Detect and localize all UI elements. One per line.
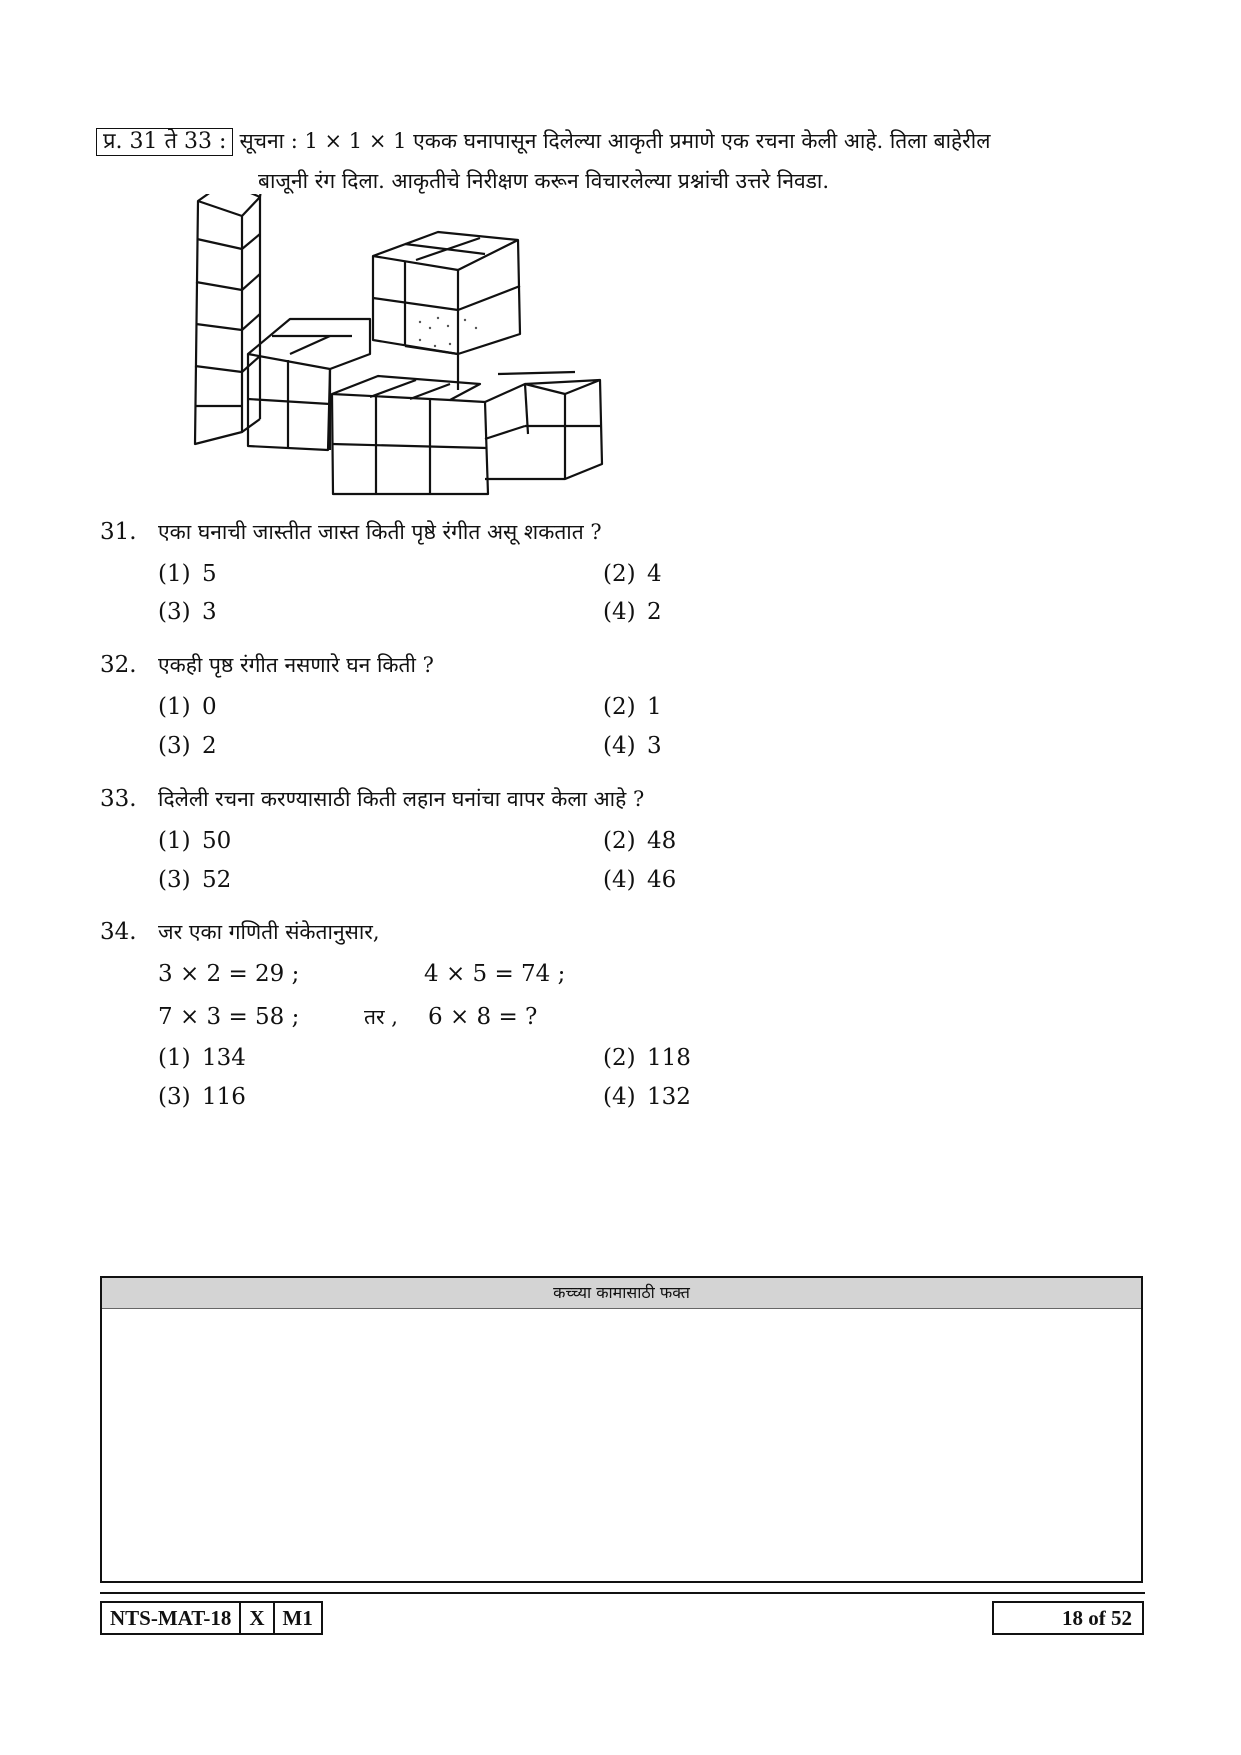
question-text: दिलेली रचना करण्यासाठी किती लहान घनांचा वापर केला आहे ? xyxy=(158,787,645,811)
question-text: एकही पृष्ठ रंगीत नसणारे घन किती ? xyxy=(158,653,434,677)
question-31 xyxy=(100,518,602,546)
option-index: (3) xyxy=(158,599,191,625)
question-32 xyxy=(100,651,434,679)
question-33 xyxy=(100,785,644,813)
option-value: 4 xyxy=(647,561,662,587)
instruction-tag: प्र. 31 ते 33 : xyxy=(96,128,233,156)
option-value: 2 xyxy=(647,599,662,625)
option-value: 132 xyxy=(647,1084,691,1110)
instruction-line-1 xyxy=(96,126,1146,156)
option-value: 52 xyxy=(202,867,232,893)
q33-option-2[interactable] xyxy=(603,827,676,855)
option-value: 116 xyxy=(202,1084,246,1110)
q32-option-4[interactable] xyxy=(603,732,662,760)
option-index: (4) xyxy=(603,867,636,893)
option-value: 3 xyxy=(647,733,662,759)
question-number: 34. xyxy=(100,919,137,945)
question-number: 31. xyxy=(100,519,137,545)
q32-option-1[interactable] xyxy=(158,693,217,721)
option-index: (3) xyxy=(158,1084,191,1110)
q33-option-1[interactable] xyxy=(158,827,231,855)
option-value: 3 xyxy=(202,599,217,625)
q33-option-4[interactable] xyxy=(603,866,676,894)
rough-work-box xyxy=(100,1276,1143,1583)
equation-1: 3 × 2 = 29 ; xyxy=(158,961,300,987)
option-index: (4) xyxy=(603,733,636,759)
equation-3: 7 × 3 = 58 ; xyxy=(158,1004,300,1030)
q32-option-2[interactable] xyxy=(603,693,662,721)
option-value: 134 xyxy=(202,1045,246,1071)
q31-option-2[interactable] xyxy=(603,560,662,588)
q34-option-4[interactable] xyxy=(603,1083,691,1111)
option-index: (2) xyxy=(603,694,636,720)
standard-code: X xyxy=(241,1603,274,1633)
option-index: (1) xyxy=(158,561,191,587)
option-index: (3) xyxy=(158,733,191,759)
instruction-text-1: सूचना : 1 × 1 × 1 एकक घनापासून दिलेल्या आकृती प्रमाणे एक रचना केली आहे. तिला बाहेरील xyxy=(239,129,991,153)
paper-code-box xyxy=(100,1601,323,1635)
paper-code: NTS-MAT-18 xyxy=(102,1603,241,1633)
option-index: (3) xyxy=(158,867,191,893)
option-value: 5 xyxy=(202,561,217,587)
question-34 xyxy=(100,918,380,946)
q33-option-3[interactable] xyxy=(158,866,231,894)
option-value: 1 xyxy=(647,694,662,720)
q31-option-4[interactable] xyxy=(603,598,662,626)
option-value: 0 xyxy=(202,694,217,720)
q34-option-3[interactable] xyxy=(158,1083,246,1111)
option-value: 46 xyxy=(647,867,677,893)
question-number: 33. xyxy=(100,786,137,812)
question-number: 32. xyxy=(100,652,137,678)
option-index: (2) xyxy=(603,828,636,854)
option-value: 118 xyxy=(647,1045,691,1071)
option-index: (1) xyxy=(158,828,191,854)
cube-structure-figure xyxy=(180,194,680,564)
equation-2: 4 × 5 = 74 ; xyxy=(424,961,566,987)
option-value: 2 xyxy=(202,733,217,759)
q34-option-1[interactable] xyxy=(158,1044,246,1072)
option-value: 50 xyxy=(202,828,232,854)
q34-option-2[interactable] xyxy=(603,1044,691,1072)
option-index: (1) xyxy=(158,694,191,720)
option-index: (4) xyxy=(603,599,636,625)
page-number: 18 of 52 xyxy=(992,1601,1144,1635)
footer-divider xyxy=(100,1592,1145,1594)
option-index: (1) xyxy=(158,1045,191,1071)
equation-then: तर , xyxy=(364,1005,398,1029)
option-index: (4) xyxy=(603,1084,636,1110)
question-text: जर एका गणिती संकेतानुसार, xyxy=(158,920,380,944)
q31-option-1[interactable] xyxy=(158,560,217,588)
rough-work-label: कच्च्या कामासाठी फक्त xyxy=(102,1278,1141,1309)
instruction-line-2: बाजूनी रंग दिला. आकृतीचे निरीक्षण करून विचारलेल्या प्रश्नांची उत्तरे निवडा. xyxy=(258,169,830,193)
q32-option-3[interactable] xyxy=(158,732,217,760)
equation-query: 6 × 8 = ? xyxy=(428,1004,538,1030)
medium-code: M1 xyxy=(282,1606,313,1630)
q31-option-3[interactable] xyxy=(158,598,217,626)
option-index: (2) xyxy=(603,561,636,587)
option-index: (2) xyxy=(603,1045,636,1071)
option-value: 48 xyxy=(647,828,677,854)
question-text: एका घनाची जास्तीत जास्त किती पृष्ठे रंगीत असू शकतात ? xyxy=(158,520,602,544)
